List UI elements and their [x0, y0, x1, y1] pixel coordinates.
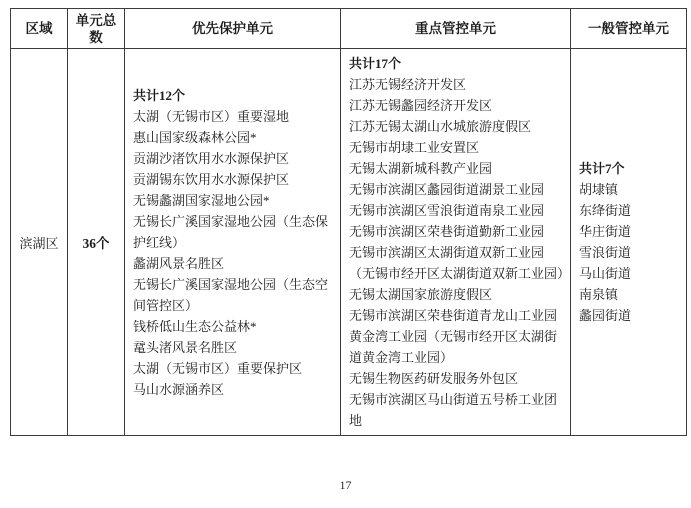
list-item: 贡湖锡东饮用水水源保护区	[133, 171, 290, 187]
list-item: 鼋头渚风景名胜区	[133, 339, 238, 355]
list-item: 惠山国家级森林公园*	[133, 129, 257, 145]
general-summary: 共计7个	[579, 161, 625, 176]
list-item: 无锡市滨湖区蠡园街道湖景工业园	[349, 182, 545, 197]
key-control-list	[341, 49, 570, 435]
table-header-row	[11, 9, 687, 49]
list-item: 雪浪街道	[579, 245, 632, 260]
list-item: 胡埭镇	[579, 182, 619, 197]
column-header-general-control: 一般管控单元	[571, 9, 687, 49]
list-item: 蠡湖风景名胜区	[133, 255, 225, 271]
list-item: 太湖（无锡市区）重要保护区	[133, 360, 303, 376]
list-item: 无锡蠡湖国家湿地公园*	[133, 192, 270, 208]
column-header-key-control: 重点管控单元	[341, 9, 571, 49]
list-item: 无锡市滨湖区太湖街道双新工业园（无锡市经开区太湖街道双新工业园）	[349, 245, 571, 281]
list-item: 无锡市滨湖区马山街道五号桥工业团地	[349, 392, 558, 428]
list-item: 无锡长广溪国家湿地公园（生态保护红线）	[133, 213, 329, 250]
general-control-list	[571, 49, 686, 435]
list-item: 蠡园街道	[579, 308, 632, 323]
list-item: 无锡市滨湖区荣巷街道青龙山工业园	[349, 308, 558, 323]
priority-protection-list	[125, 49, 340, 435]
list-item: 贡湖沙渚饮用水水源保护区	[133, 150, 290, 166]
table-row	[11, 49, 687, 436]
general-items	[579, 179, 680, 326]
list-item: 南泉镇	[579, 287, 619, 302]
list-item: 无锡生物医药研发服务外包区	[349, 371, 519, 386]
list-item: 无锡太湖新城科教产业园	[349, 161, 493, 176]
total-units-cell: 36个	[68, 49, 125, 436]
list-item: 华庄街道	[579, 224, 632, 239]
key-control-cell	[341, 49, 571, 436]
list-item: 马山水源涵养区	[133, 381, 225, 397]
list-item: 无锡市滨湖区雪浪街道南泉工业园	[349, 203, 545, 218]
general-control-cell	[571, 49, 687, 436]
key-items	[349, 74, 571, 431]
column-header-region: 区域	[11, 9, 68, 49]
list-item: 江苏无锡太湖山水城旅游度假区	[349, 119, 532, 134]
list-item: 东绛街道	[579, 203, 632, 218]
key-summary: 共计17个	[349, 56, 402, 71]
list-item: 太湖（无锡市区）重要湿地	[133, 108, 290, 124]
list-item: 黄金湾工业园（无锡市经开区太湖街道黄金湾工业园）	[349, 329, 558, 365]
list-item: 钱桥低山生态公益林*	[133, 318, 257, 334]
control-units-table	[10, 8, 687, 436]
region-cell: 滨湖区	[11, 49, 68, 436]
list-item: 江苏无锡蠡园经济开发区	[349, 98, 493, 113]
priority-items	[133, 106, 334, 400]
page-number: 17	[339, 478, 352, 492]
column-header-priority-protection: 优先保护单元	[125, 9, 341, 49]
priority-protection-cell	[125, 49, 341, 436]
list-item: 马山街道	[579, 266, 632, 281]
list-item: 江苏无锡经济开发区	[349, 77, 467, 92]
list-item: 无锡长广溪国家湿地公园（生态空间管控区）	[133, 276, 329, 313]
list-item: 无锡市胡埭工业安置区	[349, 140, 480, 155]
column-header-total-units: 单元总数	[68, 9, 125, 49]
priority-summary: 共计12个	[133, 87, 186, 103]
list-item: 无锡太湖国家旅游度假区	[349, 287, 493, 302]
list-item: 无锡市滨湖区荣巷街道勤新工业园	[349, 224, 545, 239]
